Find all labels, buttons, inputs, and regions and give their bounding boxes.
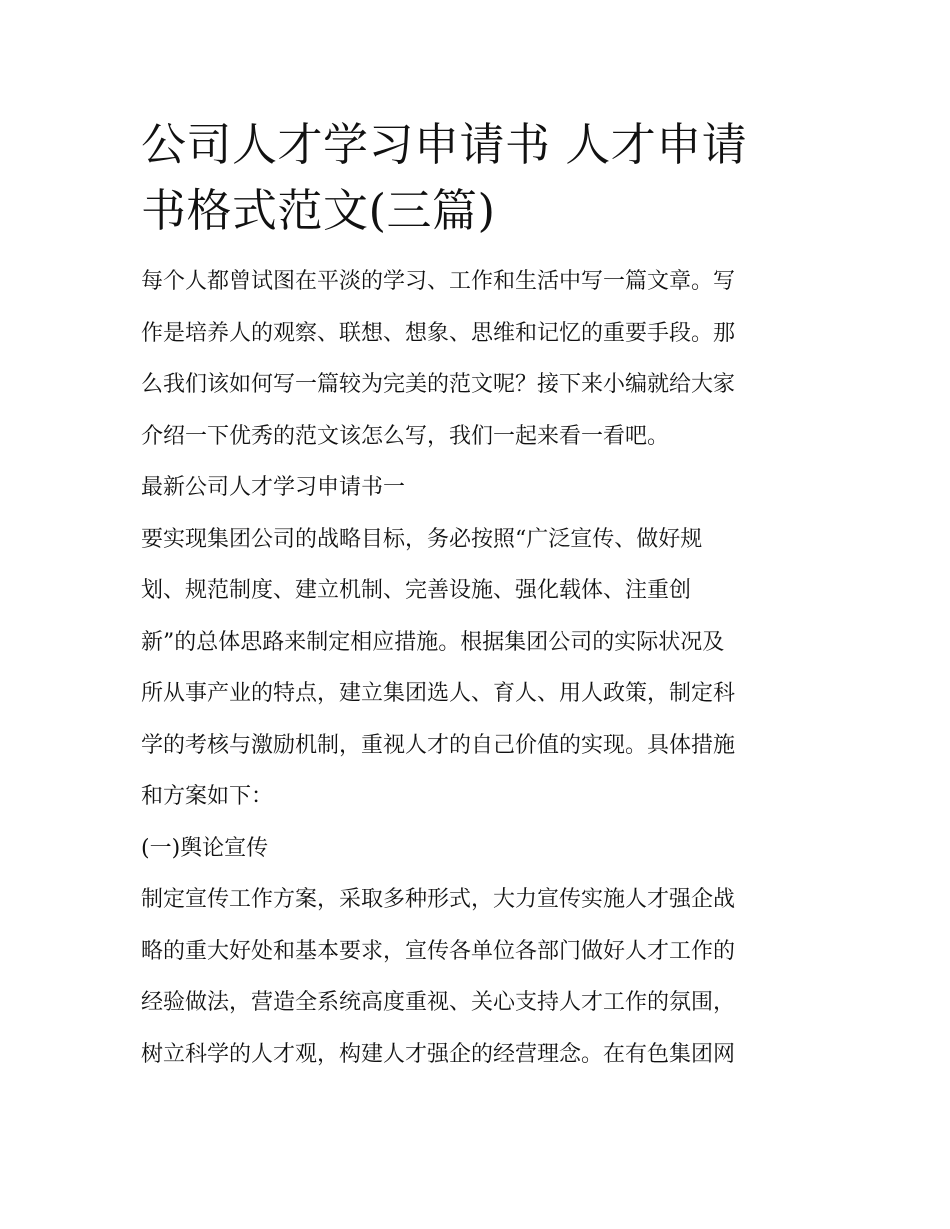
paragraph-line: 要实现集团公司的战略目标，务必按照“广泛宣传、做好规 — [141, 526, 703, 552]
title-line: 书格式范文(三篇) — [141, 184, 496, 237]
intro-line: 每个人都曾试图在平淡的学习、工作和生活中写一篇文章。写 — [141, 269, 736, 294]
document-body — [141, 256, 816, 1080]
paragraph-line: 略的重大好处和基本要求，宣传各单位各部门做好人才工作的 — [141, 938, 736, 964]
paragraph-line: 学的考核与激励机制，重视人才的自己价值的实现。具体措施 — [141, 732, 736, 758]
paragraph-line: 新”的总体思路来制定相应措施。根据集团公司的实际状况及 — [141, 629, 725, 655]
document-content — [141, 112, 816, 1080]
intro-line: 作是培养人的观察、联想、想象、思维和记忆的重要手段。那 — [141, 320, 736, 346]
paragraph-line: 所从事产业的特点，建立集团选人、育人、用人政策，制定科 — [141, 681, 736, 706]
paragraph-line: 经验做法，营造全系统高度重视、关心支持人才工作的氛围， — [141, 990, 736, 1015]
paragraph-line: 树立科学的人才观，构建人才强企的经营理念。在有色集团网 — [141, 1041, 736, 1067]
section-heading: 最新公司人才学习申请书一 — [141, 475, 406, 500]
intro-line: 么我们该如何写一篇较为完美的范文呢？接下来小编就给大家 — [141, 372, 736, 397]
document-title — [141, 112, 816, 244]
paragraph-line: 制定宣传工作方案，采取多种形式，大力宣传实施人才强企战 — [141, 887, 736, 912]
paragraph-line: 划、规范制度、建立机制、完善设施、强化载体、注重创 — [141, 578, 692, 603]
subsection-heading: (一)舆论宣传 — [141, 835, 269, 861]
intro-line: 介绍一下优秀的范文该怎么写，我们一起来看一看吧。 — [141, 423, 670, 449]
paragraph-line: 和方案如下： — [141, 784, 274, 809]
title-line: 公司人才学习申请书 人才申请 — [141, 118, 748, 171]
